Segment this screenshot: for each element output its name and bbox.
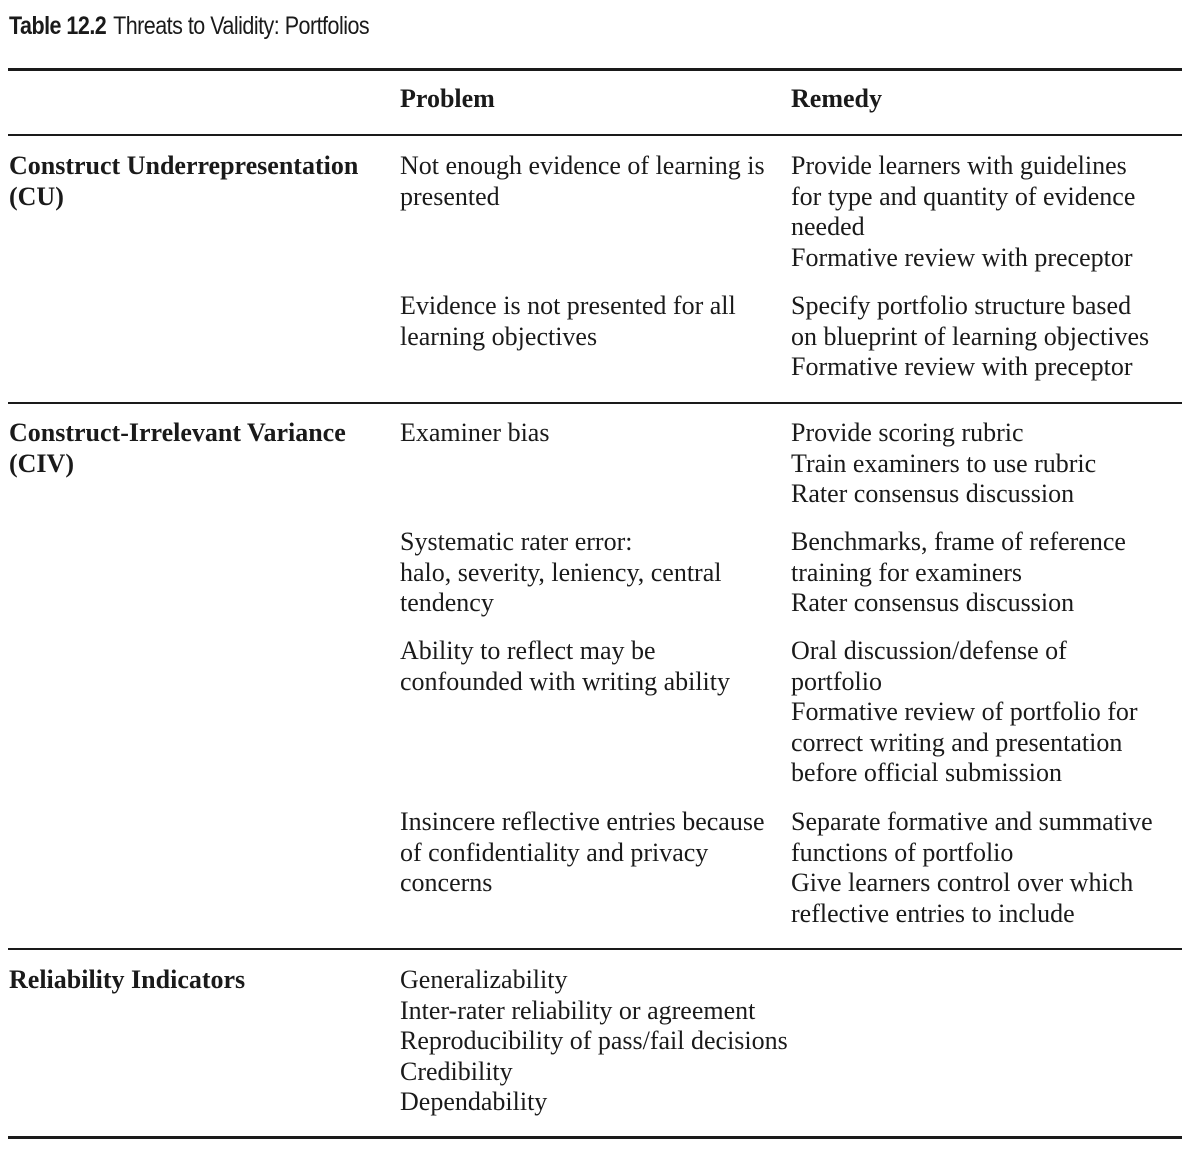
remedy-line: training for examiners [791,557,1023,587]
table-caption [9,12,369,41]
problem-cell [400,527,721,619]
category-line: (CIV) [9,448,74,478]
remedy-line: Provide learners with guidelines [791,151,1127,180]
problem-line: Evidence is not presented for all [400,291,736,320]
remedy-line: Specify portfolio structure based [791,291,1132,320]
top-rule [8,68,1182,71]
remedy-cell [791,807,1153,929]
problem-cell [400,636,730,697]
remedy-line: Oral discussion/defense of [791,636,1067,665]
category-line: Construct-Irrelevant Variance [9,418,346,447]
remedy-line: Benchmarks, frame of reference [791,527,1126,556]
section-rule [8,948,1182,950]
problem-line: tendency [400,588,494,617]
remedy-line: needed [791,212,865,241]
remedy-line: before official submission [791,758,1063,787]
problem-line: Insincere reflective entries because [400,807,765,836]
header-rule [8,134,1182,136]
remedy-line: Formative review with preceptor [791,242,1133,272]
remedy-line: Give learners control over which [791,868,1134,897]
category-line: (CU) [9,181,64,211]
problem-cell [400,807,765,899]
category-civ [9,418,346,479]
remedy-line: Formative review with preceptor [791,352,1133,381]
list-item: Dependability [400,1087,548,1116]
remedy-line: correct writing and presentation [791,727,1123,757]
problem-line: concerns [400,868,493,897]
header-remedy: Remedy [791,84,882,113]
problem-cell [400,151,765,212]
remedy-cell [791,291,1149,383]
category-cu [9,151,358,212]
category-line: Construct Underrepresentation [9,151,359,180]
table-title: Threats to Validity: Portfolios [113,12,370,40]
list-item: Credibility [400,1056,513,1086]
header-problem: Problem [400,84,495,113]
remedy-cell [791,527,1126,619]
remedy-line: Rater consensus discussion [791,479,1075,508]
remedy-line: Formative review of portfolio for [791,697,1138,726]
bottom-rule [8,1136,1182,1139]
remedy-cell [791,418,1096,510]
list-item: Generalizability [400,965,568,994]
remedy-line: functions of portfolio [791,837,1014,867]
problem-line: learning objectives [400,321,598,351]
reliability-list [400,965,788,1118]
remedy-line: reflective entries to include [791,898,1075,928]
remedy-line: on blueprint of learning objectives [791,321,1150,351]
remedy-line: for type and quantity of evidence [791,181,1136,211]
remedy-line: Provide scoring rubric [791,418,1024,447]
problem-cell [400,418,549,449]
list-item: Inter-rater reliability or agreement [400,995,756,1025]
problem-line: of confidentiality and privacy [400,837,709,867]
category-reliability [9,965,245,996]
remedy-cell [791,636,1138,789]
category-line: Reliability Indicators [9,965,246,994]
problem-line: confounded with writing ability [400,666,731,696]
remedy-line: Rater consensus discussion [791,588,1075,617]
remedy-line: Train examiners to use rubric [791,448,1097,478]
remedy-cell [791,151,1135,273]
remedy-line: portfolio [791,666,882,696]
list-item: Reproducibility of pass/fail decisions [400,1026,788,1055]
problem-line: Not enough evidence of learning is [400,151,765,180]
problem-line: presented [400,181,500,211]
problem-line: Examiner bias [400,418,550,447]
table-number: Table 12.2 [9,12,107,40]
problem-cell [400,291,736,352]
remedy-line: Separate formative and summative [791,807,1153,836]
problem-line: halo, severity, leniency, central [400,557,722,587]
problem-line: Ability to reflect may be [400,636,656,665]
section-rule [8,402,1182,404]
problem-line: Systematic rater error: [400,527,633,556]
